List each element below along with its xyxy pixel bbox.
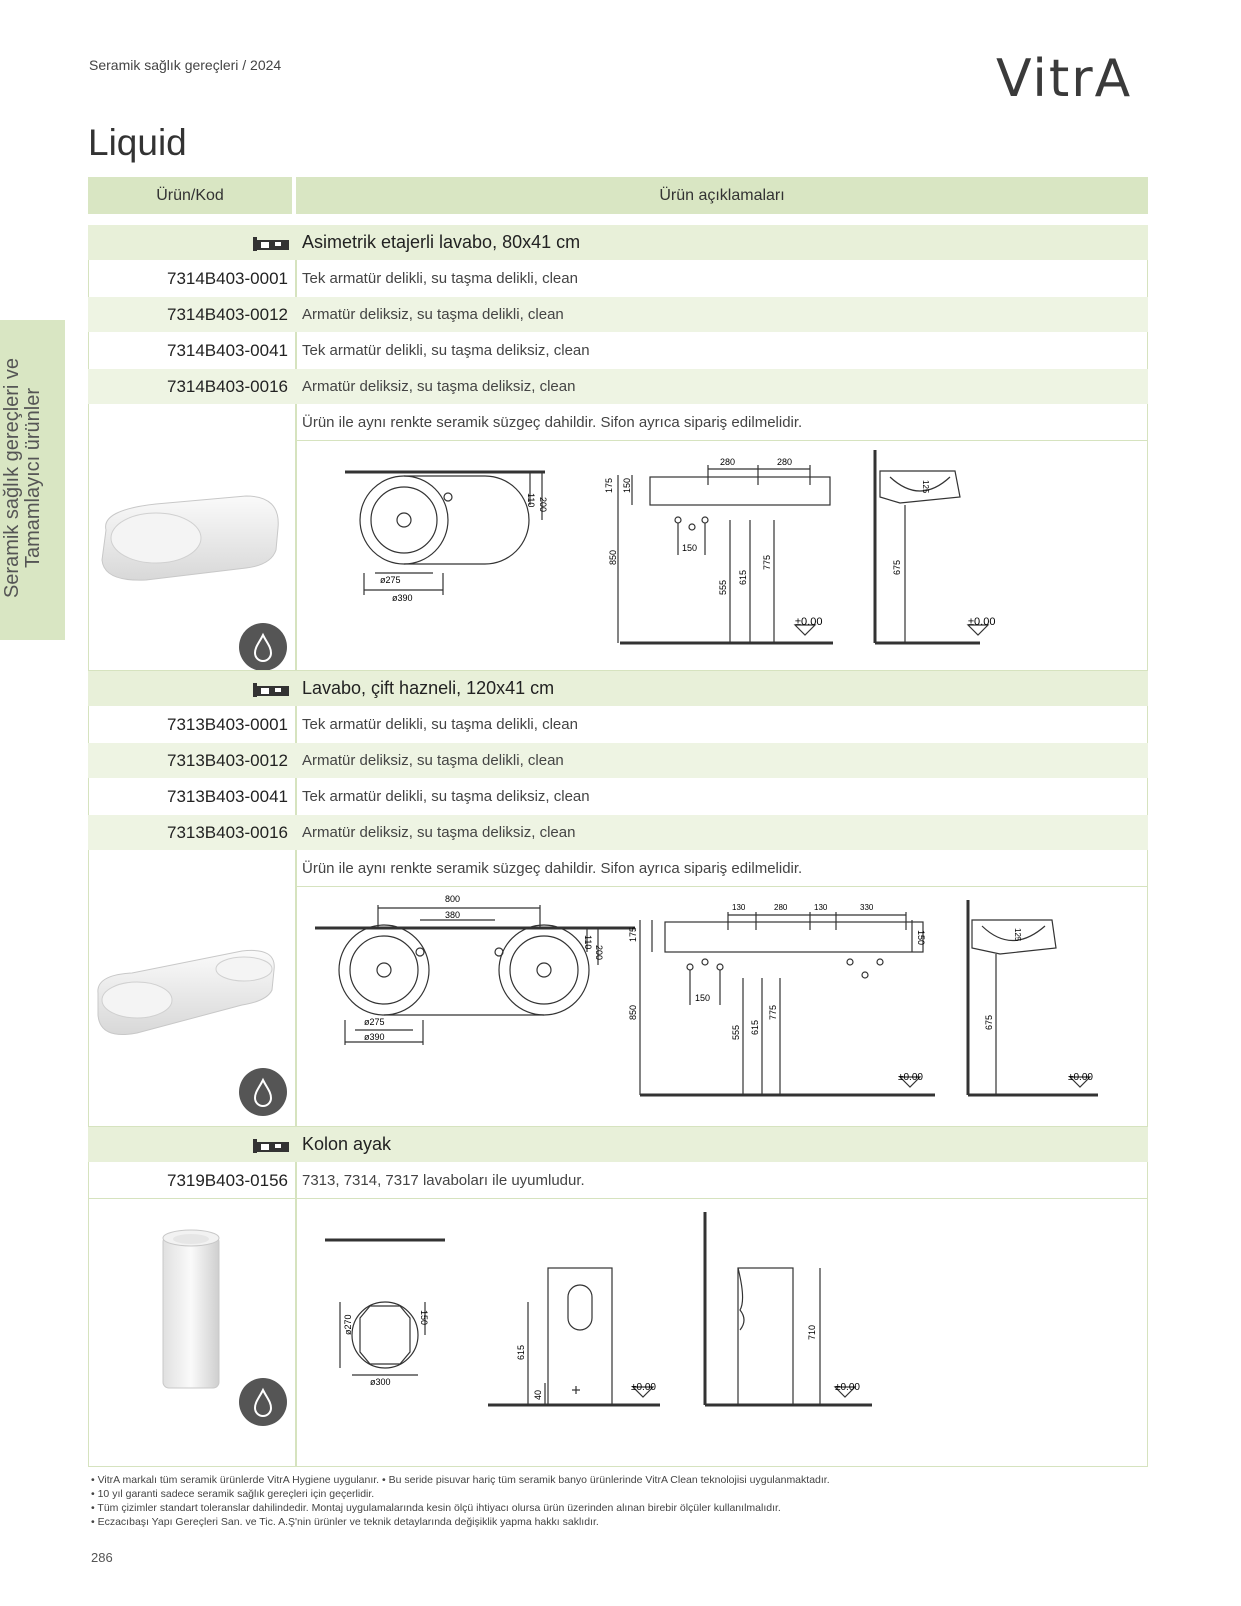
note-row [88, 851, 1148, 886]
svg-text:280: 280 [774, 903, 788, 912]
svg-text:615: 615 [750, 1019, 760, 1035]
product-description: Tek armatür delikli, su taşma deliksiz, clean [302, 342, 590, 359]
svg-text:130: 130 [814, 903, 828, 912]
column-header-description: Ürün açıklamaları [296, 177, 1148, 214]
wall-mount-icon [253, 1139, 289, 1153]
product-description: Armatür deliksiz, su taşma delikli, clean [302, 752, 564, 769]
svg-text:200: 200 [594, 945, 604, 961]
hygiene-drop-icon [239, 623, 287, 671]
svg-text:±0.00: ±0.00 [1068, 1072, 1093, 1083]
table-row [88, 1163, 1148, 1198]
svg-text:775: 775 [762, 554, 772, 570]
svg-text:150: 150 [419, 1310, 429, 1326]
footnote: • Eczacıbaşı Yapı Gereçleri San. ve Tic. A.Ş'nin ürünler ve teknik detaylarında değişiklik yapma hakkı saklıdır. [91, 1516, 599, 1528]
svg-text:330: 330 [860, 903, 874, 912]
svg-text:280: 280 [720, 457, 736, 467]
dim-label: ø390 [392, 593, 413, 603]
hygiene-drop-icon [239, 1378, 287, 1426]
svg-text:175: 175 [628, 926, 638, 942]
svg-text:ø270: ø270 [343, 1314, 353, 1335]
product-code: 7319B403-0156 [166, 1171, 288, 1190]
table-row [88, 815, 1148, 850]
technical-drawing-pedestal [300, 1200, 900, 1440]
brand-logo: VitrA [996, 49, 1133, 109]
svg-text:150: 150 [622, 477, 632, 493]
svg-text:125: 125 [921, 480, 930, 494]
svg-text:130: 130 [732, 903, 746, 912]
product-image-double-basin [92, 945, 282, 1045]
technical-drawing-asymmetric-basin [300, 445, 1145, 670]
svg-text:175: 175 [604, 477, 614, 493]
footnote: • 10 yıl garanti sadece seramik sağlık gereçleri için geçerlidir. [91, 1488, 375, 1500]
product-code: 7314B403-0041 [166, 341, 288, 360]
section-header [88, 1127, 1148, 1162]
svg-text:ø275: ø275 [364, 1017, 385, 1027]
svg-text:125: 125 [1013, 928, 1022, 942]
svg-text:±0.00: ±0.00 [898, 1072, 923, 1083]
product-description: Tek armatür delikli, su taşma delikli, clean [302, 270, 578, 287]
svg-text:380: 380 [445, 910, 461, 920]
side-tab-label: Seramik sağlık gereçleri ve Tamamlayıcı ürünler [1, 357, 44, 599]
svg-text:±0.00: ±0.00 [968, 616, 996, 628]
section-header [88, 671, 1148, 706]
product-image-pedestal [158, 1228, 228, 1398]
dim-label: 110 [526, 493, 536, 508]
column-header-code: Ürün/Kod [88, 177, 292, 214]
svg-text:280: 280 [777, 457, 793, 467]
section-title: Asimetrik etajerli lavabo, 80x41 cm [302, 232, 581, 252]
svg-text:850: 850 [608, 549, 618, 565]
svg-text:710: 710 [807, 1324, 817, 1340]
product-code: 7314B403-0001 [166, 269, 288, 288]
svg-text:555: 555 [731, 1024, 741, 1040]
divider [88, 1198, 1148, 1199]
svg-text:800: 800 [445, 894, 461, 904]
page-number: 286 [91, 1550, 113, 1565]
product-code: 7313B403-0041 [166, 787, 288, 806]
divider [296, 440, 1148, 441]
svg-text:40: 40 [533, 1389, 543, 1400]
section-title: Lavabo, çift hazneli, 120x41 cm [302, 678, 555, 698]
technical-drawing-double-basin [300, 890, 1145, 1130]
product-description: Armatür deliksiz, su taşma deliksiz, clean [302, 824, 576, 841]
product-description: 7313, 7314, 7317 lavaboları ile uyumludur. [302, 1172, 585, 1189]
product-note: Ürün ile aynı renkte seramik süzgeç dahildir. Sifon ayrıca sipariş edilmelidir. [302, 414, 803, 431]
svg-text:675: 675 [892, 559, 902, 575]
product-note: Ürün ile aynı renkte seramik süzgeç dahildir. Sifon ayrıca sipariş edilmelidir. [302, 860, 803, 877]
table-row [88, 333, 1148, 368]
product-description: Armatür deliksiz, su taşma deliksiz, clean [302, 378, 576, 395]
product-description: Tek armatür delikli, su taşma delikli, clean [302, 716, 578, 733]
product-description: Tek armatür delikli, su taşma deliksiz, clean [302, 788, 590, 805]
section-title: Kolon ayak [302, 1134, 392, 1154]
svg-text:110: 110 [583, 935, 593, 950]
table-row [88, 261, 1148, 296]
product-code: 7314B403-0016 [166, 377, 288, 396]
catalog-category: Seramik sağlık gereçleri / 2024 [89, 57, 282, 73]
svg-text:ø390: ø390 [364, 1032, 385, 1042]
svg-text:615: 615 [738, 569, 748, 585]
svg-text:775: 775 [768, 1004, 778, 1020]
svg-text:±0.00: ±0.00 [835, 1382, 860, 1393]
wall-mount-icon [253, 683, 289, 697]
footnote: • VitrA markalı tüm seramik ürünlerde VitrA Hygiene uygulanır. • Bu seride pisuvar hariç tüm seramik banyo ürünlerinde VitrA Clean teknolojisi uygulanmaktadır. [91, 1474, 830, 1486]
wall-mount-icon [253, 237, 289, 251]
product-code: 7314B403-0012 [166, 305, 288, 324]
table-row [88, 297, 1148, 332]
table-row [88, 369, 1148, 404]
svg-text:150: 150 [916, 930, 926, 946]
table-row [88, 779, 1148, 814]
section-header [88, 225, 1148, 260]
svg-text:675: 675 [984, 1014, 994, 1030]
product-description: Armatür deliksiz, su taşma delikli, clean [302, 306, 564, 323]
table-row [88, 707, 1148, 742]
dim-label: ø275 [380, 575, 401, 585]
product-image-asymmetric-basin [96, 490, 281, 590]
dim-label: 200 [538, 497, 548, 513]
svg-text:555: 555 [718, 579, 728, 595]
product-code: 7313B403-0001 [166, 715, 288, 734]
svg-text:150: 150 [682, 543, 698, 553]
svg-text:±0.00: ±0.00 [631, 1382, 656, 1393]
svg-text:±0.00: ±0.00 [795, 616, 823, 628]
svg-text:ø300: ø300 [370, 1377, 391, 1387]
footnote: • Tüm çizimler standart toleranslar dahilindedir. Montaj uygulamalarında kesin ölçü ihtiyacı olursa ürün üzerinden alınan birebir ölçüler kullanılmalıdır. [91, 1502, 781, 1514]
svg-text:850: 850 [628, 1004, 638, 1020]
svg-text:615: 615 [516, 1344, 526, 1360]
hygiene-drop-icon [239, 1068, 287, 1116]
product-code: 7313B403-0012 [166, 751, 288, 770]
page-title: Liquid [88, 122, 187, 163]
divider [296, 886, 1148, 887]
note-row [88, 405, 1148, 440]
product-code: 7313B403-0016 [166, 823, 288, 842]
table-row [88, 743, 1148, 778]
svg-text:150: 150 [695, 993, 711, 1003]
